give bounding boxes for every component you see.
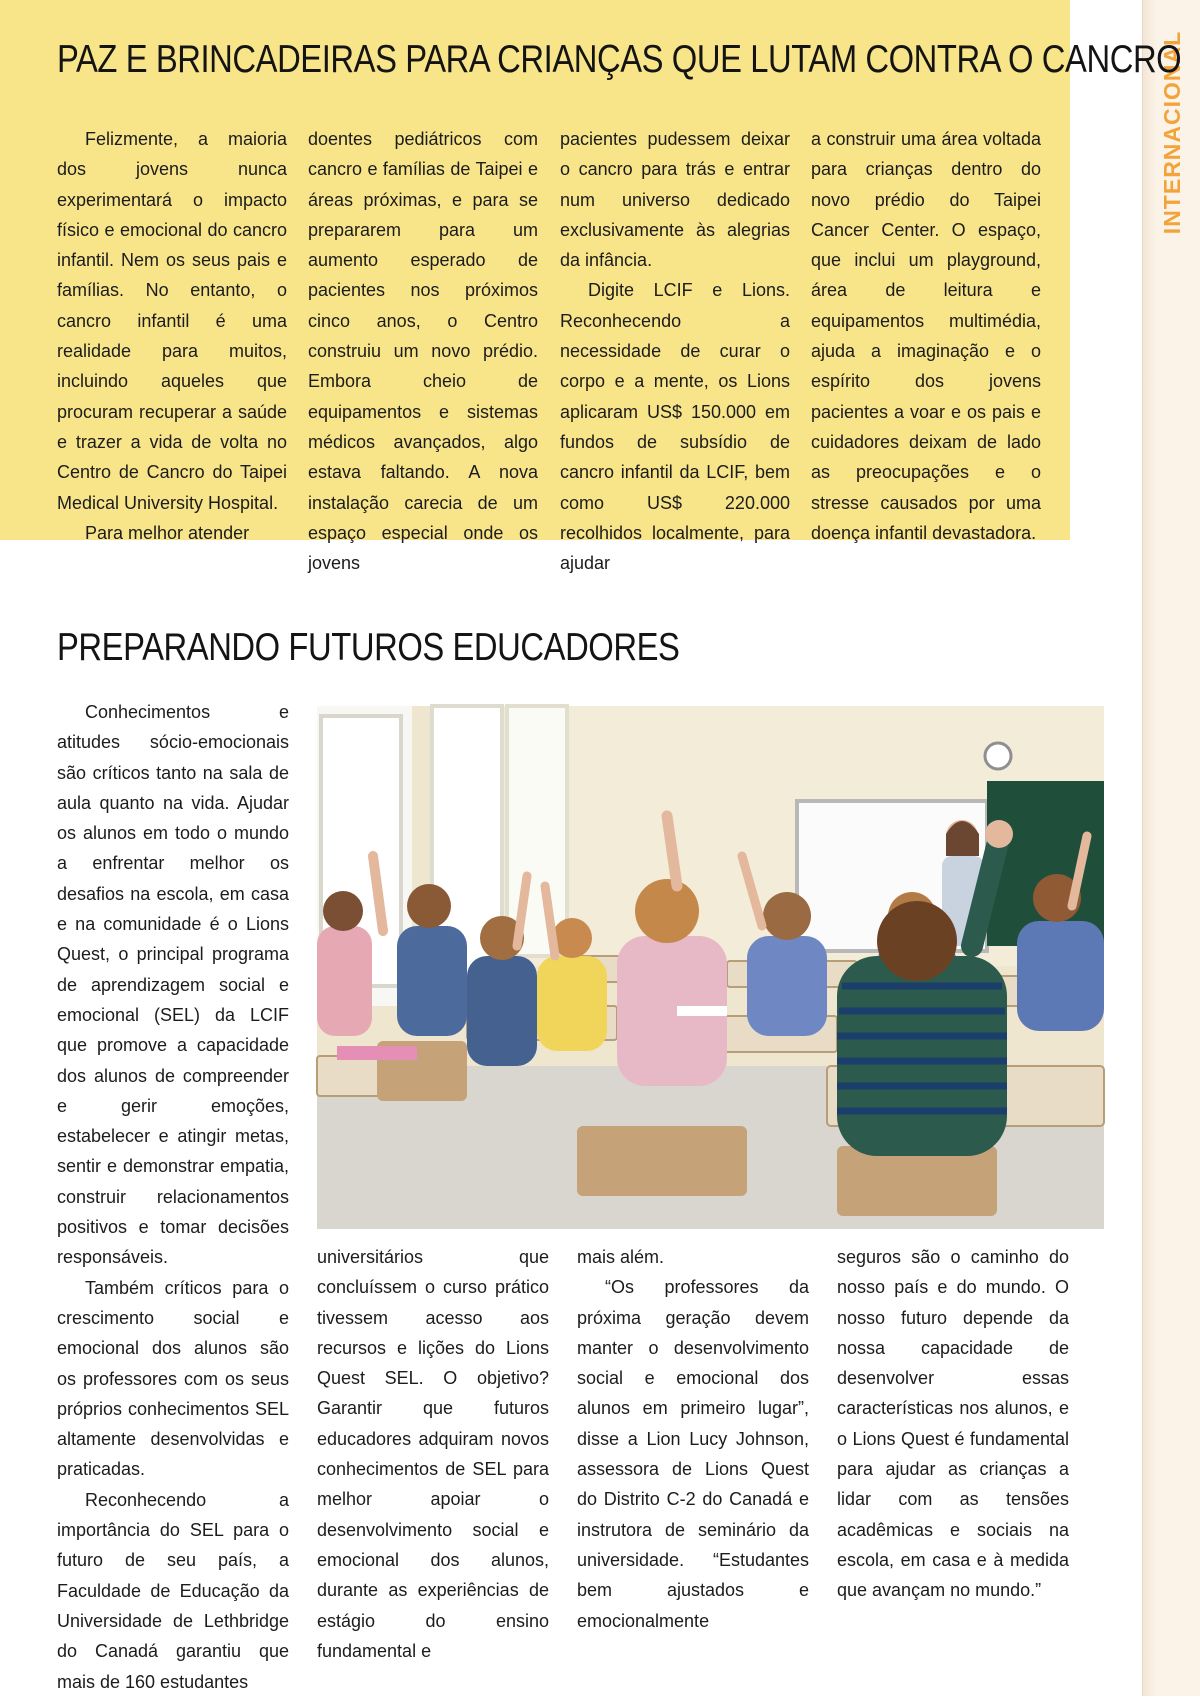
paragraph: Conhecimentos e atitudes sócio-emocionais são críticos tanto na sala de aula quanto na vida. Ajudar os alunos em todo o mundo a enfrentar melhor os desafios na escola, em casa e na comunidade é o Lions Quest, o principal programa de aprendizagem social e emocional (SEL) da LCIF que promove a capacidade dos alunos de compreender e gerir emoções, estabelecer e atingir metas, sentir e demonstrar empatia, construir relacionamentos positivos e tomar decisões responsáveis. — [57, 702, 289, 1268]
paragraph: doentes pediátricos com cancro e famílias de Taipei e áreas próximas, e para se prepararem para um aumento esperado de pacientes nos próximos cinco anos, o Centro construiu um novo prédio. Embora cheio de equipamentos e sistemas médicos avançados, algo estava faltando. A nova instalação carecia de um espaço especial onde os jovens — [308, 129, 538, 574]
article-cancer-title: PAZ E BRINCADEIRAS PARA CRIANÇAS QUE LUTAM CONTRA O CANCRO — [57, 38, 1182, 81]
classroom-photo — [317, 706, 1104, 1229]
article-educators-column-2 — [317, 1242, 549, 1661]
paragraph: a construir uma área voltada para crianças dentro do novo prédio do Taipei Cancer Center. O espaço, que inclui um playground, área de leitura e equipamentos multimédia, ajuda a imaginação e o espírito dos jovens pacientes a voar e os pais e cuidadores deixam de lado as preocupações e o stresse causados por uma doença infantil devastadora. — [811, 129, 1041, 543]
article-cancer-column-2 — [308, 124, 538, 574]
article-cancer-column-3 — [560, 124, 790, 574]
paragraph: universitários que concluíssem o curso prático tivessem acesso aos recursos e lições do Lions Quest SEL. O objetivo? Garantir que futuros educadores adquiram novos conhecimentos de SEL para melhor apoiar o desenvolvimento social e emocional dos alunos, durante as experiências de estágio do ensino fundamental e — [317, 1247, 549, 1661]
article-cancer-column-1 — [57, 124, 287, 543]
article-educators-column-1 — [57, 697, 289, 1692]
section-label-text: INTERNACIONAL — [1159, 30, 1186, 234]
paragraph: Felizmente, a maioria dos jovens nunca experimentará o impacto físico e emocional do cancro infantil. Nem os seus pais e famílias. No entanto, o cancro infantil é uma realidade para muitos, incluindo aqueles que procuram recuperar a saúde e trazer a vida de volta no Centro de Cancro do Taipei Medical University Hospital. — [57, 129, 287, 513]
paragraph: seguros são o caminho do nosso país e do mundo. O nosso futuro depende da nossa capacidade de desenvolver essas características nos alunos, e o Lions Quest é fundamental para ajudar as crianças a lidar com as tensões acadêmicas e sociais na escola, em casa e à medida que avançam no mundo.” — [837, 1247, 1069, 1601]
article-educators-column-3 — [577, 1242, 809, 1631]
paragraph: pacientes pudessem deixar o cancro para trás e entrar num universo dedicado exclusivamente às alegrias da infância. — [560, 129, 790, 271]
paragraph: mais além. — [577, 1247, 665, 1267]
article-cancer-column-4 — [811, 124, 1041, 543]
paragraph: Reconhecendo a importância do SEL para o futuro de seu país, a Faculdade de Educação da Universidade de Lethbridge do Canadá garantiu que mais de 160 estudantes — [57, 1489, 289, 1692]
paragraph: Para melhor atender — [85, 522, 250, 543]
paragraph: “Os professores da próxima geração devem manter o desenvolvimento social e emocional dos alunos em primeiro lugar”, disse a Lion Lucy Johnson, assessora de Lions Quest do Distrito C-2 do Canadá e instrutora de seminário da universidade. “Estudantes bem ajustados e emocionalmente — [577, 1277, 809, 1631]
article-educators-column-4 — [837, 1242, 1069, 1601]
paragraph: Digite LCIF e Lions. Reconhecendo a necessidade de curar o corpo e a mente, os Lions aplicaram US$ 150.000 em fundos de subsídio de cancro infantil da LCIF, bem como US$ 220.000 recolhidos localmente, para ajudar — [560, 280, 790, 574]
paragraph: Também críticos para o crescimento social e emocional dos alunos são os professores com os seus próprios conhecimentos SEL altamente desenvolvidas e praticadas. — [57, 1277, 289, 1480]
article-educators-title: PREPARANDO FUTUROS EDUCADORES — [57, 626, 680, 669]
section-sidebar — [1142, 0, 1200, 1696]
classroom-illustration — [317, 706, 1104, 1229]
